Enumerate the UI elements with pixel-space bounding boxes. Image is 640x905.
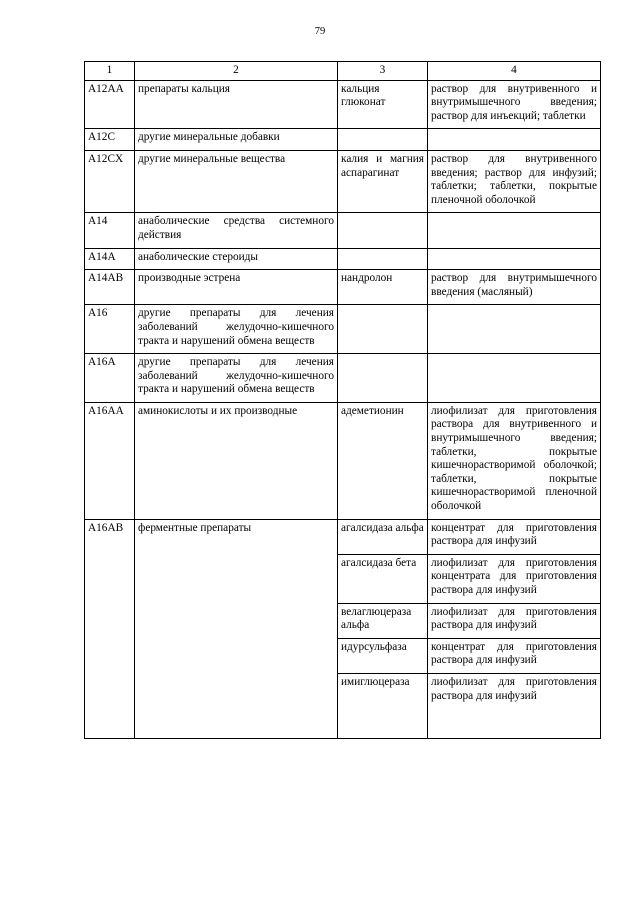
dosage-form bbox=[428, 305, 601, 354]
substance-name: имиглюцераза bbox=[338, 673, 428, 738]
dosage-form: лиофилизат для приготовления раствора для инфузий bbox=[428, 603, 601, 638]
dosage-form bbox=[428, 248, 601, 270]
atc-code: A12CX bbox=[85, 150, 135, 212]
dosage-form: раствор для внутривенного введения; раствор для инфузий; таблетки; таблетки, покрытые пленочной оболочкой bbox=[428, 150, 601, 212]
substance-name bbox=[338, 248, 428, 270]
group-name: другие минеральные вещества bbox=[135, 150, 338, 212]
atc-code: A16AB bbox=[85, 519, 135, 738]
table-row bbox=[85, 402, 601, 519]
table-row bbox=[85, 305, 601, 354]
group-name: анаболические средства системного действия bbox=[135, 213, 338, 248]
dosage-form bbox=[428, 354, 601, 403]
substance-name: калия и магния аспарагинат bbox=[338, 150, 428, 212]
substance-name bbox=[338, 305, 428, 354]
dosage-form bbox=[428, 129, 601, 151]
table-header-row bbox=[85, 62, 601, 81]
drug-table bbox=[84, 61, 601, 739]
substance-name: кальция глюконат bbox=[338, 80, 428, 129]
atc-code: A14AB bbox=[85, 270, 135, 305]
dosage-form: лиофилизат для приготовления концентрата для приготовления раствора для инфузий bbox=[428, 554, 601, 603]
atc-code: A16AA bbox=[85, 402, 135, 519]
table-row bbox=[85, 354, 601, 403]
page-number: 79 bbox=[314, 26, 326, 37]
substance-name: идурсульфаза bbox=[338, 638, 428, 673]
substance-name bbox=[338, 213, 428, 248]
group-name: ферментные препараты bbox=[135, 519, 338, 738]
atc-code: A14A bbox=[85, 248, 135, 270]
group-name: препараты кальция bbox=[135, 80, 338, 129]
substance-name: нандролон bbox=[338, 270, 428, 305]
dosage-form: концентрат для приготовления раствора для инфузий bbox=[428, 638, 601, 673]
column-header: 3 bbox=[338, 62, 428, 81]
table-row bbox=[85, 129, 601, 151]
substance-name: агалсидаза бета bbox=[338, 554, 428, 603]
substance-name: агалсидаза альфа bbox=[338, 519, 428, 554]
dosage-form bbox=[428, 213, 601, 248]
substance-name: адеметионин bbox=[338, 402, 428, 519]
atc-code: A12AA bbox=[85, 80, 135, 129]
dosage-form: раствор для внутривенного и внутримышечного введения; раствор для инъекций; таблетки bbox=[428, 80, 601, 129]
group-name: аминокислоты и их производные bbox=[135, 402, 338, 519]
substance-name bbox=[338, 354, 428, 403]
dosage-form: раствор для внутримышечного введения (масляный) bbox=[428, 270, 601, 305]
dosage-form: концентрат для приготовления раствора для инфузий bbox=[428, 519, 601, 554]
substance-name bbox=[338, 129, 428, 151]
atc-code: A14 bbox=[85, 213, 135, 248]
group-name: другие препараты для лечения заболеваний желудочно-кишечного тракта и нарушений обмена веществ bbox=[135, 305, 338, 354]
table-row bbox=[85, 519, 601, 554]
group-name: другие препараты для лечения заболеваний желудочно-кишечного тракта и нарушений обмена веществ bbox=[135, 354, 338, 403]
column-header: 2 bbox=[135, 62, 338, 81]
group-name: другие минеральные добавки bbox=[135, 129, 338, 151]
table-row bbox=[85, 248, 601, 270]
table-row bbox=[85, 80, 601, 129]
dosage-form: лиофилизат для приготовления раствора для инфузий bbox=[428, 673, 601, 738]
table-row bbox=[85, 150, 601, 212]
group-name: производные эстрена bbox=[135, 270, 338, 305]
table-row bbox=[85, 213, 601, 248]
atc-code: A12C bbox=[85, 129, 135, 151]
table-row bbox=[85, 270, 601, 305]
substance-name: велаглюцераза альфа bbox=[338, 603, 428, 638]
atc-code: A16 bbox=[85, 305, 135, 354]
dosage-form: лиофилизат для приготовления раствора для внутривенного и внутримышечного введения; таблетки, покрытые кишечнорастворимой оболочкой; таблетки, покрытые кишечнорастворимой пленочной оболочкой bbox=[428, 402, 601, 519]
column-header: 1 bbox=[85, 62, 135, 81]
column-header: 4 bbox=[428, 62, 601, 81]
group-name: анаболические стероиды bbox=[135, 248, 338, 270]
atc-code: A16A bbox=[85, 354, 135, 403]
